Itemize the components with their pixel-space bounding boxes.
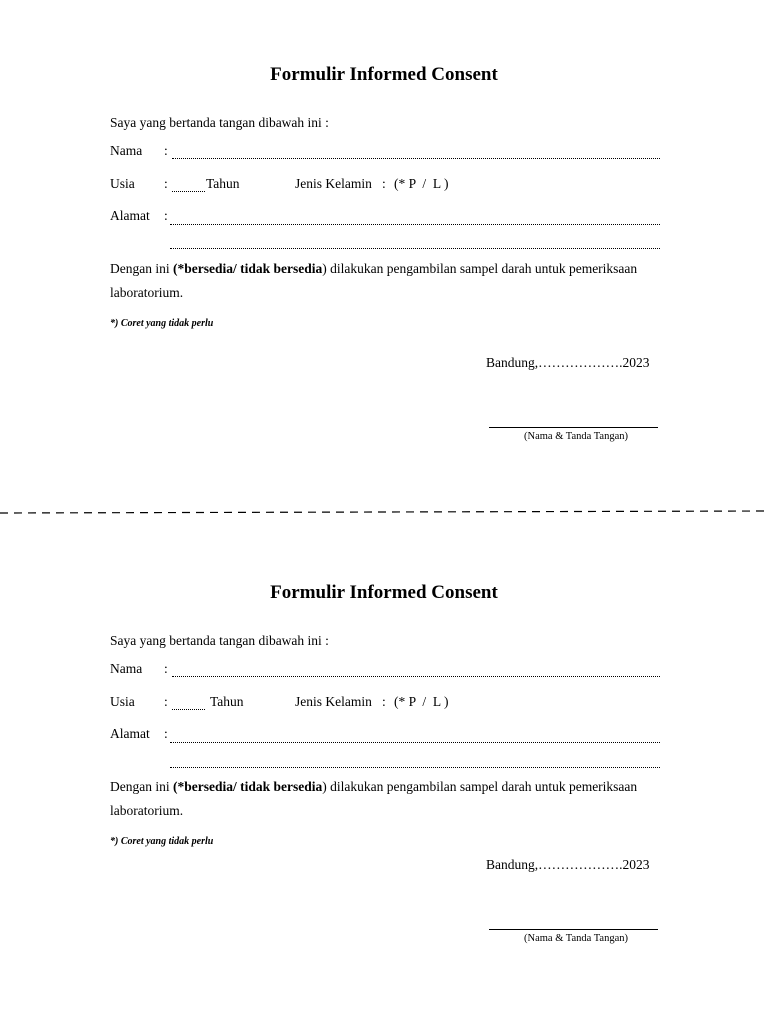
address-field-line-1[interactable]	[170, 224, 660, 225]
name-field[interactable]	[172, 158, 660, 159]
address-label: Alamat	[110, 726, 150, 741]
consent-options[interactable]: (*bersedia/ tidak bersedia	[173, 779, 323, 794]
gender-colon: :	[382, 176, 386, 191]
address-colon: :	[164, 726, 168, 741]
consent-options[interactable]: (*bersedia/ tidak bersedia	[173, 261, 323, 276]
address-colon: :	[164, 208, 168, 223]
signature-line[interactable]	[489, 929, 658, 930]
form-title: Formulir Informed Consent	[270, 64, 498, 85]
age-unit: Tahun	[206, 176, 240, 191]
age-colon: :	[164, 694, 168, 709]
age-field[interactable]	[172, 709, 205, 710]
signature-line[interactable]	[489, 427, 658, 428]
intro-text: Saya yang bertanda tangan dibawah ini :	[110, 115, 329, 130]
consent-line-2: laboratorium.	[110, 285, 184, 300]
gender-colon: :	[382, 694, 386, 709]
age-label: Usia	[110, 176, 135, 191]
consent-suffix: dilakukan pengambilan sampel darah untuk pemeriksaan	[330, 261, 638, 276]
year: 2023	[622, 355, 650, 370]
consent-prefix: Dengan ini	[110, 261, 170, 276]
gender-options[interactable]: (* P / L )	[394, 694, 449, 709]
consent-line-2: laboratorium.	[110, 803, 184, 818]
gender-options[interactable]: (* P / L )	[394, 176, 449, 191]
age-colon: :	[164, 176, 168, 191]
date-line	[486, 857, 650, 873]
consent-close: )	[322, 779, 327, 794]
consent-close: )	[322, 261, 327, 276]
strike-note: *) Coret yang tidak perlu	[110, 836, 214, 847]
consent-prefix: Dengan ini	[110, 779, 170, 794]
name-label: Nama	[110, 661, 143, 676]
signature-caption: (Nama & Tanda Tangan)	[524, 933, 628, 944]
year: 2023	[622, 857, 650, 872]
age-unit: Tahun	[210, 694, 244, 709]
address-label: Alamat	[110, 208, 150, 223]
name-colon: :	[164, 143, 168, 158]
consent-statement	[110, 779, 637, 795]
address-field-line-2[interactable]	[170, 248, 660, 249]
signature-caption: (Nama & Tanda Tangan)	[524, 431, 628, 442]
date-line	[486, 355, 650, 371]
name-colon: :	[164, 661, 168, 676]
address-field-line-2[interactable]	[170, 767, 660, 768]
consent-suffix: dilakukan pengambilan sampel darah untuk pemeriksaan	[330, 779, 638, 794]
consent-statement	[110, 261, 637, 277]
gender-label: Jenis Kelamin	[295, 694, 372, 709]
age-field[interactable]	[172, 191, 205, 192]
place-name: Bandung	[486, 857, 535, 872]
cut-line	[0, 508, 768, 516]
age-label: Usia	[110, 694, 135, 709]
strike-note: *) Coret yang tidak perlu	[110, 318, 214, 329]
date-blank[interactable]: ,……………….	[534, 857, 623, 872]
intro-text: Saya yang bertanda tangan dibawah ini :	[110, 633, 329, 648]
place-name: Bandung	[486, 355, 535, 370]
form-title: Formulir Informed Consent	[270, 582, 498, 603]
name-label: Nama	[110, 143, 143, 158]
name-field[interactable]	[172, 676, 660, 677]
gender-label: Jenis Kelamin	[295, 176, 372, 191]
date-blank[interactable]: ,……………….	[534, 355, 623, 370]
address-field-line-1[interactable]	[170, 742, 660, 743]
